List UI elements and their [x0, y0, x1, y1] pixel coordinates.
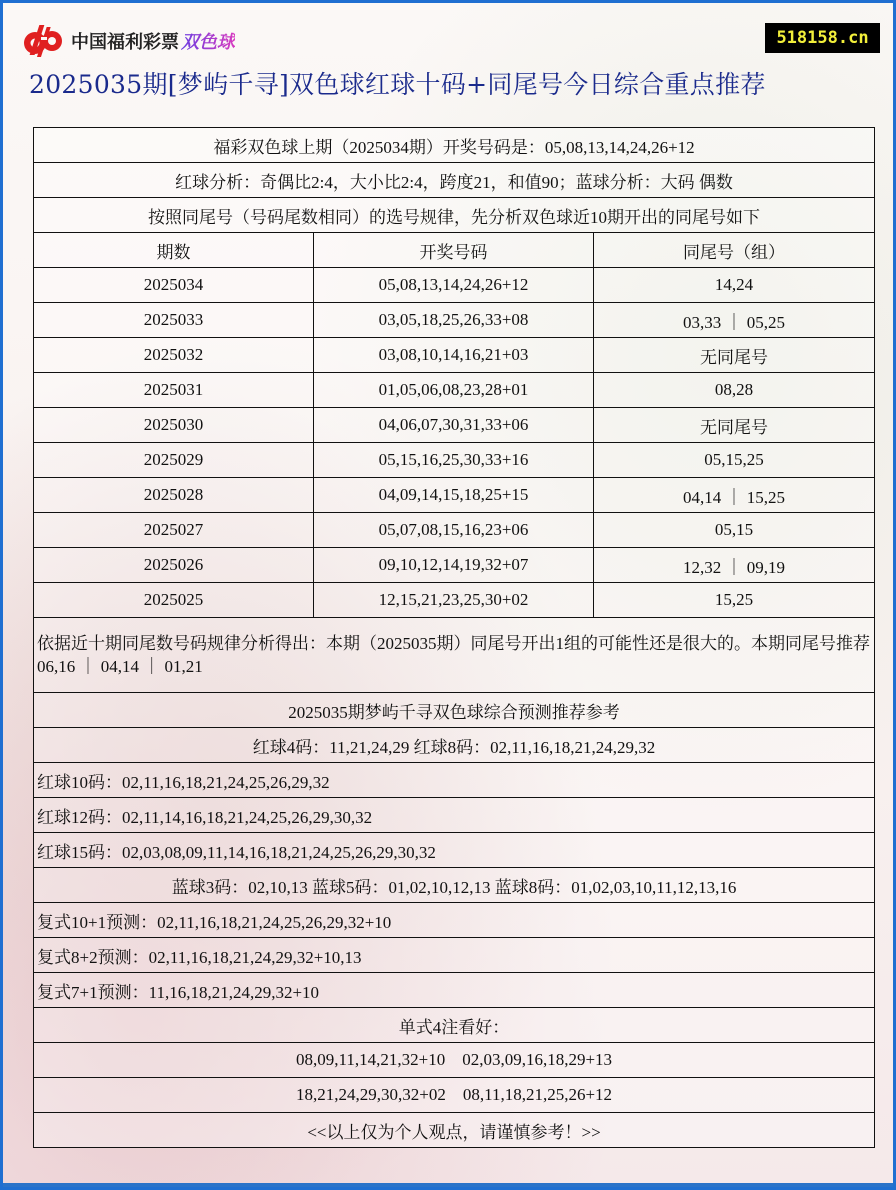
issue-cell: 2025030 [34, 408, 314, 443]
single-line-1-row [34, 1043, 875, 1078]
logo-text: 中国福利彩票 [71, 32, 179, 53]
numbers-cell: 12,15,21,23,25,30+02 [314, 583, 594, 618]
same-tail-cell: 12,32 ｜ 09,19 [594, 548, 875, 583]
single-line-2-row [34, 1078, 875, 1113]
table-row [34, 443, 875, 478]
same-tail-cell: 无同尾号 [594, 408, 875, 443]
issue-cell: 2025025 [34, 583, 314, 618]
red-4-8-row [34, 728, 875, 763]
welfare-lottery-logo [21, 23, 235, 59]
column-header-same-tail: 同尾号（组） [594, 233, 875, 268]
table-row [34, 583, 875, 618]
issue-cell: 2025032 [34, 338, 314, 373]
table-row [34, 338, 875, 373]
logo-game-name: 双色球 [181, 28, 235, 54]
issue-cell: 2025027 [34, 513, 314, 548]
disclaimer-text: <<以上仅为个人观点，请谨慎参考！>> [34, 1113, 875, 1148]
red-15-text: 红球15码：02,03,08,09,11,14,16,18,21,24,25,26,29,30,32 [34, 833, 875, 868]
fushi-10-1-text: 复式10+1预测：02,11,16,18,21,24,25,26,29,32+10 [34, 903, 875, 938]
red-4-8-text: 红球4码：11,21,24,29 红球8码：02,11,16,18,21,24,29,32 [34, 728, 875, 763]
conclusion-text: 依据近十期同尾数号码规律分析得出：本期（2025035期）同尾号开出1组的可能性还是很大的。本期同尾号推荐06,16 ｜ 04,14 ｜ 01,21 [34, 618, 875, 693]
numbers-cell: 01,05,06,08,23,28+01 [314, 373, 594, 408]
analysis-text: 红球分析：奇偶比2:4，大小比2:4，跨度21，和值90；蓝球分析：大码 偶数 [34, 163, 875, 198]
red-12-row [34, 798, 875, 833]
issue-cell: 2025026 [34, 548, 314, 583]
prediction-heading: 2025035期梦屿千寻双色球综合预测推荐参考 [34, 693, 875, 728]
site-badge[interactable]: 518158.cn [765, 23, 880, 53]
numbers-cell: 04,09,14,15,18,25+15 [314, 478, 594, 513]
conclusion-row [34, 618, 875, 693]
red-10-text: 红球10码：02,11,16,18,21,24,25,26,29,32 [34, 763, 875, 798]
table-row [34, 478, 875, 513]
red-12-text: 红球12码：02,11,14,16,18,21,24,25,26,29,30,32 [34, 798, 875, 833]
single-line-1: 08,09,11,14,21,32+10 02,03,09,16,18,29+13 [34, 1043, 875, 1078]
numbers-cell: 03,08,10,14,16,21+03 [314, 338, 594, 373]
numbers-cell: 09,10,12,14,19,32+07 [314, 548, 594, 583]
intro-text: 按照同尾号（号码尾数相同）的选号规律，先分析双色球近10期开出的同尾号如下 [34, 198, 875, 233]
column-header-issue: 期数 [34, 233, 314, 268]
red-10-row [34, 763, 875, 798]
blue-row [34, 868, 875, 903]
fushi-8-2-text: 复式8+2预测：02,11,16,18,21,24,29,32+10,13 [34, 938, 875, 973]
table-row [34, 408, 875, 443]
intro-row [34, 198, 875, 233]
history-header-row [34, 233, 875, 268]
same-tail-cell: 05,15 [594, 513, 875, 548]
issue-cell: 2025031 [34, 373, 314, 408]
table-row [34, 373, 875, 408]
page-title: 2025035期[梦屿千寻]双色球红球十码+同尾号今日综合重点推荐 [29, 70, 766, 99]
same-tail-cell: 04,14 ｜ 15,25 [594, 478, 875, 513]
last-draw-text: 福彩双色球上期（2025034期）开奖号码是：05,08,13,14,24,26+12 [34, 128, 875, 163]
numbers-cell: 05,07,08,15,16,23+06 [314, 513, 594, 548]
red-15-row [34, 833, 875, 868]
table-row [34, 513, 875, 548]
same-tail-cell: 03,33 ｜ 05,25 [594, 303, 875, 338]
single-heading-row [34, 1008, 875, 1043]
analysis-row [34, 163, 875, 198]
same-tail-cell: 15,25 [594, 583, 875, 618]
single-heading: 单式4注看好： [34, 1008, 875, 1043]
table-row [34, 303, 875, 338]
fushi-8-2-row [34, 938, 875, 973]
fushi-7-1-text: 复式7+1预测：11,16,18,21,24,29,32+10 [34, 973, 875, 1008]
numbers-cell: 03,05,18,25,26,33+08 [314, 303, 594, 338]
fushi-10-1-row [34, 903, 875, 938]
issue-cell: 2025033 [34, 303, 314, 338]
same-tail-cell: 05,15,25 [594, 443, 875, 478]
numbers-cell: 05,08,13,14,24,26+12 [314, 268, 594, 303]
issue-cell: 2025028 [34, 478, 314, 513]
same-tail-cell: 无同尾号 [594, 338, 875, 373]
recommendation-table [33, 127, 875, 1148]
numbers-cell: 04,06,07,30,31,33+06 [314, 408, 594, 443]
issue-cell: 2025029 [34, 443, 314, 478]
cwl-logo-icon [21, 23, 65, 59]
blue-text: 蓝球3码：02,10,13 蓝球5码：01,02,10,12,13 蓝球8码：01,02,03,10,11,12,13,16 [34, 868, 875, 903]
issue-cell: 2025034 [34, 268, 314, 303]
numbers-cell: 05,15,16,25,30,33+16 [314, 443, 594, 478]
table-row [34, 268, 875, 303]
disclaimer-row [34, 1113, 875, 1148]
table-row [34, 548, 875, 583]
same-tail-cell: 14,24 [594, 268, 875, 303]
single-line-2: 18,21,24,29,30,32+02 08,11,18,21,25,26+12 [34, 1078, 875, 1113]
last-draw-row [34, 128, 875, 163]
fushi-7-1-row [34, 973, 875, 1008]
same-tail-cell: 08,28 [594, 373, 875, 408]
header [3, 3, 893, 113]
prediction-heading-row [34, 693, 875, 728]
column-header-numbers: 开奖号码 [314, 233, 594, 268]
